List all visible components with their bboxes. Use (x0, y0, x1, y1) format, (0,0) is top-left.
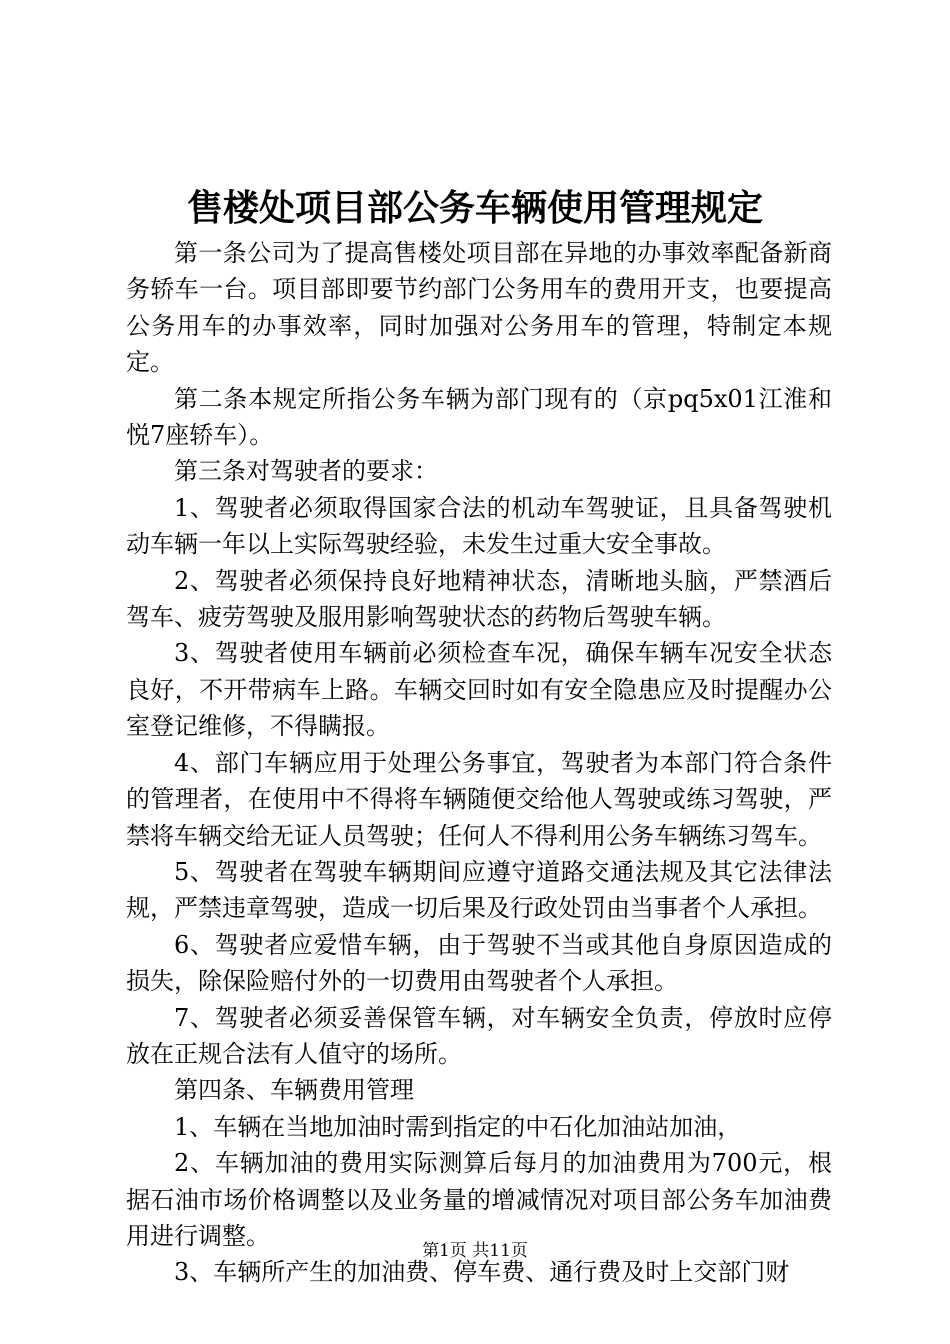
paragraph-article-4: 第四条、车辆费用管理 (174, 1076, 414, 1105)
paragraph-article-1: 第一条公司为了提高售楼处项目部在异地的办事效率配备新商务轿车一台。项目部即要节约部门公务用车的费用开支，也要提高公务用车的办事效率，同时加强对公务用车的管理，特制定本规定。 (126, 239, 832, 377)
page-number-footer: 第1页 共11页 (422, 1241, 528, 1261)
paragraph-item: 5、驾驶者在驾驶车辆期间应遵守道路交通法规及其它法律法规，严禁违章驾驶，造成一切后果及行政处罚由当事者个人承担。 (126, 857, 832, 923)
paragraph-article-2: 第二条本规定所指公务车辆为部门现有的（京pq5x01江淮和悦7座轿车）。 (126, 384, 832, 450)
paragraph-article-3: 第三条对驾驶者的要求： (174, 457, 438, 486)
paragraph-item: 3、车辆所产生的加油费、停车费、通行费及时上交部门财 (174, 1258, 790, 1287)
document-title: 售楼处项目部公务车辆使用管理规定 (186, 187, 763, 229)
paragraph-item: 1、车辆在当地加油时需到指定的中石化加油站加油， (174, 1112, 742, 1141)
paragraph-item: 3、驾驶者使用车辆前必须检查车况，确保车辆车况安全状态良好，不开带病车上路。车辆交回时如有安全隐患应及时提醒办公室登记维修，不得瞒报。 (126, 639, 832, 741)
paragraph-item: 2、驾驶者必须保持良好地精神状态，清晰地头脑，严禁酒后驾车、疲劳驾驶及服用影响驾驶状态的药物后驾驶车辆。 (126, 566, 832, 632)
paragraph-item: 1、驾驶者必须取得国家合法的机动车驾驶证，且具备驾驶机动车辆一年以上实际驾驶经验，未发生过重大安全事故。 (126, 493, 832, 559)
paragraph-item: 4、部门车辆应用于处理公务事宜，驾驶者为本部门符合条件的管理者，在使用中不得将车辆随便交给他人驾驶或练习驾驶，严禁将车辆交给无证人员驾驶；任何人不得利用公务车辆练习驾车。 (126, 748, 832, 850)
paragraph-item: 2、车辆加油的费用实际测算后每月的加油费用为700元，根据石油市场价格调整以及业务量的增减情况对项目部公务车加油费用进行调整。 (126, 1149, 832, 1250)
paragraph-item: 7、驾驶者必须妥善保管车辆，对车辆安全负责，停放时应停放在正规合法有人值守的场所。 (126, 1003, 832, 1068)
document-body (126, 235, 832, 1291)
paragraph-item: 6、驾驶者应爱惜车辆，由于驾驶不当或其他自身原因造成的损失，除保险赔付外的一切费用由驾驶者个人承担。 (126, 930, 832, 996)
